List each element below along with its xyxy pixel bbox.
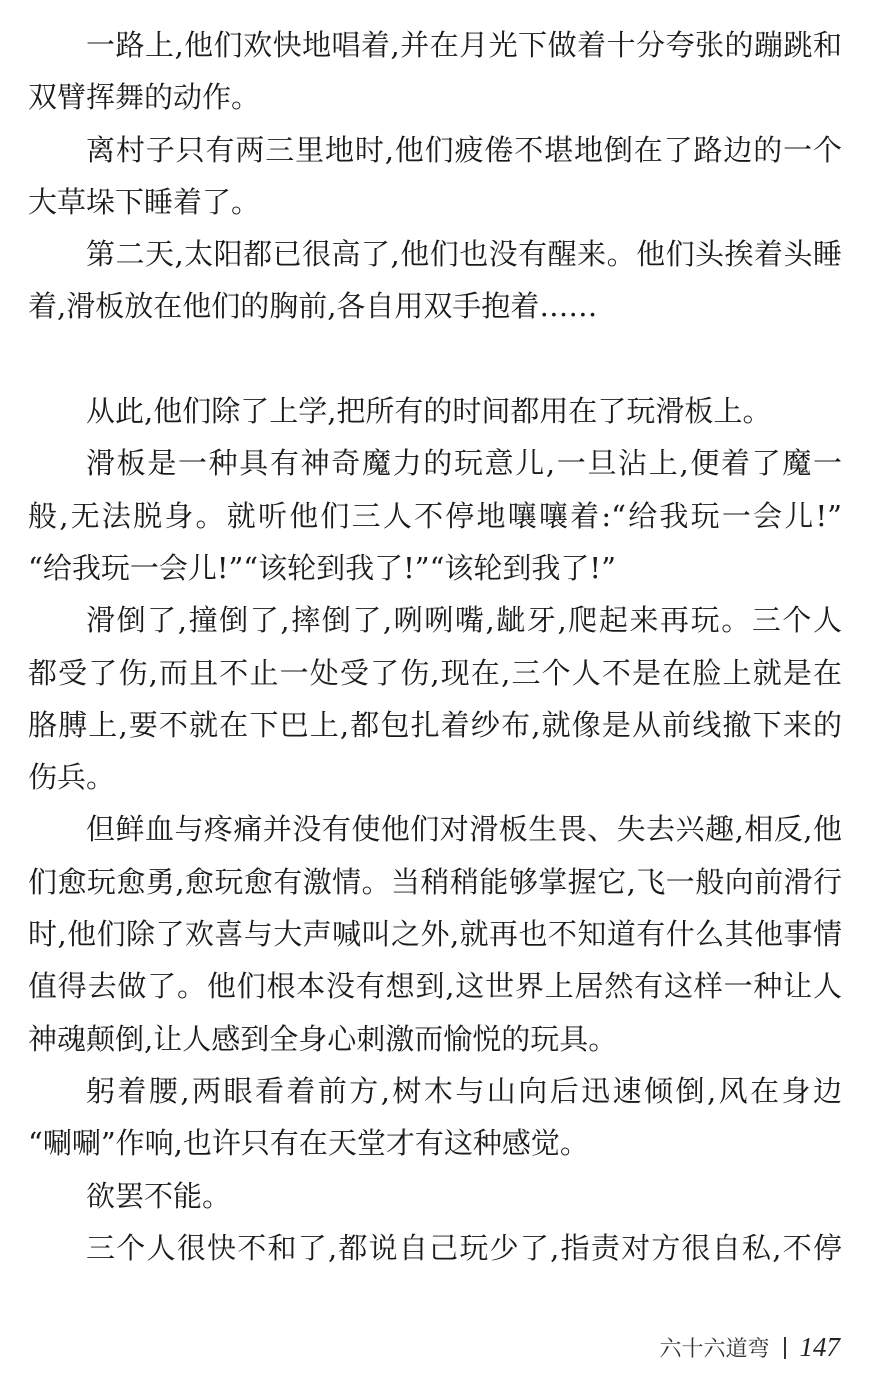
text-line: 欲罢不能。 <box>86 1178 232 1213</box>
text-line: 神魂颠倒,让人感到全身心刺激而愉悦的玩具。 <box>28 1021 618 1056</box>
text-line: 般,无法脱身。就听他们三人不停地嚷嚷着:“给我玩一会儿!” <box>28 498 842 533</box>
body-text <box>28 19 842 1274</box>
paragraph <box>28 1170 842 1222</box>
footer-divider <box>784 1337 786 1359</box>
paragraph <box>28 124 842 229</box>
text-line: 一路上,他们欢快地唱着,并在月光下做着十分夸张的蹦跳和 <box>86 28 842 62</box>
paragraph <box>28 803 842 1064</box>
text-line: 时,他们除了欢喜与大声喊叫之外,就再也不知道有什么其他事情 <box>28 917 842 952</box>
running-title: 六十六道弯 <box>659 1337 770 1362</box>
text-line: 躬着腰,两眼看着前方,树木与山向后迅速倾倒,风在身边 <box>86 1073 842 1108</box>
paragraph <box>28 594 842 803</box>
paragraph <box>28 1065 842 1170</box>
paragraph <box>28 437 842 594</box>
paragraph <box>28 228 842 333</box>
paragraph <box>28 1222 842 1274</box>
page-footer <box>659 1332 840 1363</box>
text-line: 伤兵。 <box>28 760 116 795</box>
text-line: 第二天,太阳都已很高了,他们也没有醒来。他们头挨着头睡 <box>86 237 842 272</box>
paragraph <box>28 385 842 437</box>
section-break <box>28 333 842 385</box>
text-line: 都受了伤,而且不止一处受了伤,现在,三个人不是在脸上就是在 <box>28 655 842 690</box>
page-number: 147 <box>799 1332 840 1362</box>
text-line: 三个人很快不和了,都说自己玩少了,指责对方很自私,不停 <box>86 1230 842 1265</box>
text-line: “唰唰”作响,也许只有在天堂才有这种感觉。 <box>28 1126 589 1161</box>
text-line: 离村子只有两三里地时,他们疲倦不堪地倒在了路边的一个 <box>86 132 842 167</box>
text-line: 但鲜血与疼痛并没有使他们对滑板生畏、失去兴趣,相反,他 <box>86 812 842 847</box>
text-line: 滑倒了,撞倒了,摔倒了,咧咧嘴,龇牙,爬起来再玩。三个人 <box>86 603 842 638</box>
text-line: 们愈玩愈勇,愈玩愈有激情。当稍稍能够掌握它,飞一般向前滑行 <box>28 864 842 899</box>
text-line: 大草垛下睡着了。 <box>28 184 261 219</box>
text-line: “给我玩一会儿!”“该轮到我了!”“该轮到我了!” <box>28 550 616 585</box>
text-line: 胳膊上,要不就在下巴上,都包扎着纱布,就像是从前线撤下来的 <box>28 707 842 742</box>
text-line: 从此,他们除了上学,把所有的时间都用在了玩滑板上。 <box>86 394 772 429</box>
text-line: 着,滑板放在他们的胸前,各自用双手抱着…… <box>28 289 598 324</box>
text-line: 滑板是一种具有神奇魔力的玩意儿,一旦沾上,便着了魔一 <box>86 446 842 481</box>
text-line: 值得去做了。他们根本没有想到,这世界上居然有这样一种让人 <box>28 969 842 1004</box>
text-line: 双臂挥舞的动作。 <box>28 80 261 115</box>
paragraph <box>28 19 842 124</box>
